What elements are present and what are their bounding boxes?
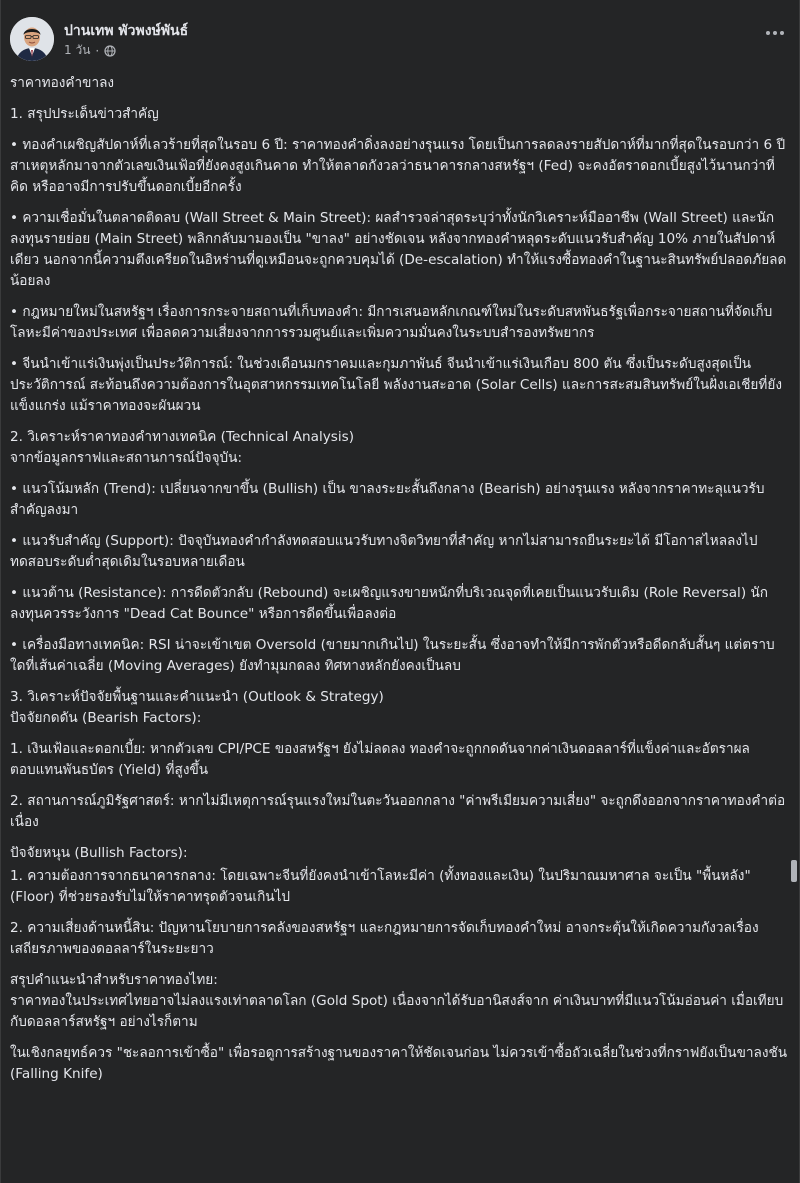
section-2-paragraph: • แนวโน้มหลัก (Trend): เปลี่ยนจากขาขึ้น (Bullish) เป็น ขาลงระยะสั้นถึงกลาง (Bearish) อย่างรุนแรง หลังจากราคาทะลุแนวรับสำคัญลงมา <box>10 481 765 518</box>
section-2-paragraph: • แนวต้าน (Resistance): การดีดตัวกลับ (Rebound) จะเผชิญแรงขายหนักที่บริเวณจุดที่เคยเป็นแนวรับเดิม (Role Reversal) นักลงทุนควรระวังการ "Dead Cat Bounce" หรือการดีดขึ้นเพื่อลงต่อ <box>10 585 768 622</box>
bullish-factors-heading: ปัจจัยหนุน (Bullish Factors): <box>10 845 188 861</box>
author-name[interactable]: ปานเทพ พัวพงษ์พันธ์ <box>64 23 189 39</box>
section-2-paragraph: • แนวรับสำคัญ (Support): ปัจจุบันทองคำกำลังทดสอบแนวรับทางจิตวิทยาที่สำคัญ หากไม่สามารถยืนระยะได้ มีโอกาสไหลลงไปทดสอบระดับต่ำสุดเดิมในรอบหลายเดือน <box>10 533 758 570</box>
ellipsis-icon <box>765 30 785 36</box>
author-avatar[interactable] <box>10 17 54 61</box>
section-2-intro: จากข้อมูลกราฟและสถานการณ์ปัจจุบัน: <box>10 450 243 466</box>
section-2-heading: 2. วิเคราะห์ราคาทองคำทางเทคนิค (Technical Analysis) <box>10 429 355 445</box>
summary-heading: สรุปคำแนะนำสำหรับราคาทองไทย: <box>10 972 218 988</box>
section-1-paragraph: • ความเชื่อมั่นในตลาดติดลบ (Wall Street & Main Street): ผลสำรวจล่าสุดระบุว่าทั้งนักวิเคราะห์มืออาชีพ (Wall Street) และนักลงทุนรายย่อย (Main Street) พลิกกลับมามองเป็น "ขาลง" อย่างชัดเจน หลังจากทองคำหลุดระดับแนวรับสำคัญ 10% ภายในสัปดาห์เดียว นอกจากนี้ความตึงเครียดในอิหร่านที่ดูเหมือนจะถูกควบคุมได้ (De-escalation) ทำให้แรงซื้อทองคำในฐานะสินทรัพย์ปลอดภัยลดน้อยลง <box>10 210 787 289</box>
section-3-heading: 3. วิเคราะห์ปัจจัยพื้นฐานและคำแนะนำ (Outlook & Strategy) <box>10 689 384 705</box>
section-1-paragraph: • กฎหมายใหม่ในสหรัฐฯ เรื่องการกระจายสถานที่เก็บทองคำ: มีการเสนอหลักเกณฑ์ใหม่ในระดับสหพันธรัฐเพื่อกระจายสถานที่จัดเก็บโลหะมีค่าของประเทศ เพื่อลดความเสี่ยงจากการรวมศูนย์และเพิ่มความมั่นคงในระบบสำรองทรัพยากร <box>10 304 773 341</box>
section-1-heading: 1. สรุปประเด็นข่าวสำคัญ <box>10 106 159 122</box>
section-1-paragraph: • ทองคำเผชิญสัปดาห์ที่เลวร้ายที่สุดในรอบ 6 ปี: ราคาทองคำดิ่งลงอย่างรุนแรง โดยเป็นการลดลงรายสัปดาห์ที่มากที่สุดในรอบกว่า 6 ปี สาเหตุหลักมาจากตัวเลขเงินเฟ้อที่ยังคงสูงเกินคาด ทำให้ตลาดกังวลว่าธนาคารกลางสหรัฐฯ (Fed) จะคงอัตราดอกเบี้ยสูงไว้นานกว่าที่คิด หรืออาจมีการปรับขึ้นดอกเบี้ยอีกครั้ง <box>10 137 786 195</box>
avatar-portrait-icon <box>10 17 54 61</box>
section-1-paragraph: • จีนนำเข้าแร่เงินพุ่งเป็นประวัติการณ์: ในช่วงเดือนมกราคมและกุมภาพันธ์ จีนนำเข้าแร่เงินเกือบ 800 ตัน ซึ่งเป็นระดับสูงสุดเป็นประวัติการณ์ สะท้อนถึงความต้องการในอุตสาหกรรมเทคโนโลยี พลังงานสะอาด (Solar Cells) และการสะสมสินทรัพย์ในฝั่งเอเชียที่ยังแข็งแกร่ง แม้ราคาทองจะผันผวน <box>10 356 782 414</box>
post-timestamp[interactable]: 1 วัน <box>64 43 91 57</box>
post-title: ราคาทองคำขาลง <box>10 75 115 91</box>
scrollbar-thumb[interactable] <box>791 860 797 882</box>
bearish-factor: 2. สถานการณ์ภูมิรัฐศาสตร์: หากไม่มีเหตุการณ์รุนแรงใหม่ในตะวันออกกลาง "ค่าพรีเมียมความเสี่ยง" จะถูกดึงออกจากราคาทองคำต่อเนื่อง <box>10 793 786 830</box>
bearish-factor: 1. เงินเฟ้อและดอกเบี้ย: หากตัวเลข CPI/PCE ของสหรัฐฯ ยังไม่ลดลง ทองคำจะถูกกดดันจากค่าเงินดอลลาร์ที่แข็งค่าและอัตราผลตอบแทนพันธบัตร (Yield) ที่สูงขึ้น <box>10 741 750 778</box>
bullish-factor: 2. ความเสี่ยงด้านหนี้สิน: ปัญหานโยบายการคลังของสหรัฐฯ และกฎหมายการจัดเก็บทองคำใหม่ อาจกระตุ้นให้เกิดความกังวลเรื่องเสถียรภาพของดอลลาร์ในระยะยาว <box>10 920 759 957</box>
summary-paragraph: ราคาทองในประเทศไทยอาจไม่ลงแรงเท่าตลาดโลก (Gold Spot) เนื่องจากได้รับอานิสงส์จาก ค่าเงินบาทที่มีแนวโน้มอ่อนค่า เมื่อเทียบกับดอลลาร์สหรัฐฯ อย่างไรก็ตาม <box>10 993 784 1030</box>
post-meta <box>64 41 116 60</box>
more-options-button[interactable] <box>761 22 789 44</box>
summary-paragraph: ในเชิงกลยุทธ์ควร "ชะลอการเข้าซื้อ" เพื่อรอดูการสร้างฐานของราคาให้ชัดเจนก่อน ไม่ควรเข้าซื้อถัวเฉลี่ยในช่วงที่กราฟยังเป็นขาลงชัน (Falling Knife) <box>10 1045 788 1082</box>
meta-separator: · <box>95 43 100 58</box>
globe-icon[interactable] <box>104 45 116 57</box>
post-header <box>1 0 800 66</box>
bullish-factor: 1. ความต้องการจากธนาคารกลาง: โดยเฉพาะจีนที่ยังคงนำเข้าโลหะมีค่า (ทั้งทองและเงิน) ในปริมาณมหาศาล จะเป็น "พื้นหลัง" (Floor) ที่ช่วยรองรับไม่ให้ราคาทรุดตัวจนเกินไป <box>10 868 751 905</box>
post-body <box>10 73 790 1095</box>
bearish-factors-heading: ปัจจัยกดดัน (Bearish Factors): <box>10 710 202 726</box>
section-2-paragraph: • เครื่องมือทางเทคนิค: RSI น่าจะเข้าเขต Oversold (ขายมากเกินไป) ในระยะสั้น ซึ่งอาจทำให้มีการพักตัวหรือดีดกลับสั้นๆ แต่ตราบใดที่เส้นค่าเฉลี่ย (Moving Averages) ยังทำมุมกดลง ทิศทางหลักยังคงเป็นลบ <box>10 637 775 674</box>
